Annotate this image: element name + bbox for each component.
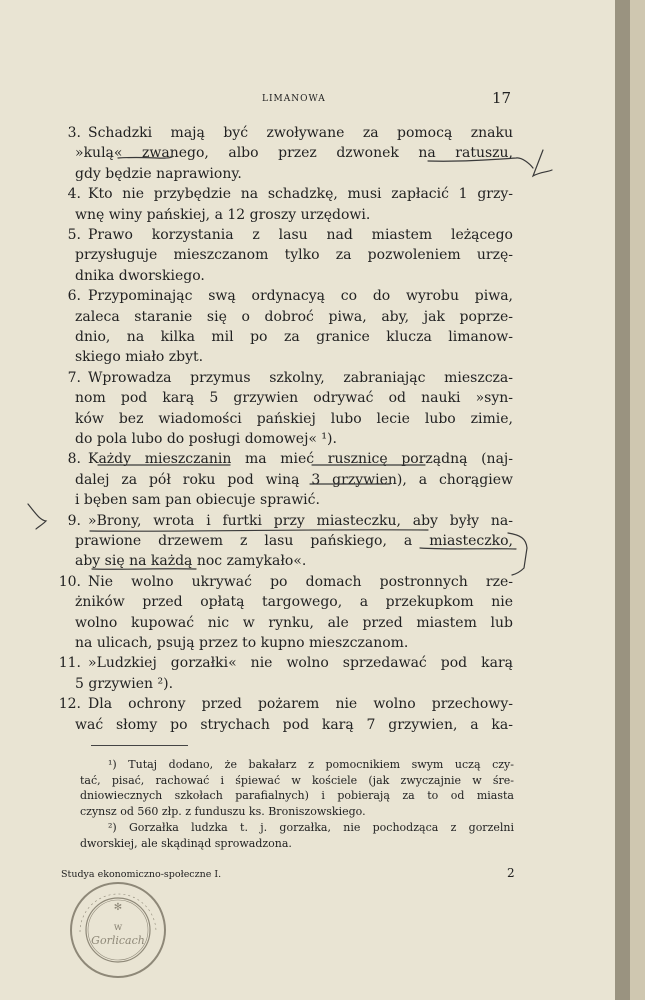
item-text-line: »kulą« zwanego, albo przez dzwonek na ratuszu,	[75, 145, 513, 162]
item-number: 5.	[67, 227, 81, 243]
margin-bracket	[508, 533, 527, 575]
item-text-line: przysługuje mieszczanom tylko za pozwoleniem urzę-	[75, 247, 513, 264]
margin-hook-mark	[28, 504, 46, 529]
item-text-line: wnę winy pańskiej, a 12 groszy urzędowi.	[75, 206, 371, 223]
footnote-line: ¹) Tutaj dodano, że bakałarz z pomocnikiem swym uczą czy-	[108, 758, 514, 771]
item-text-line: Prawo korzystania z lasu nad miastem leżącego	[88, 227, 513, 243]
item-text-line: Dla ochrony przed pożarem nie wolno przechowy-	[88, 696, 513, 713]
item-text-line: i bęben sam pan obiecuje sprawić.	[75, 492, 320, 509]
svg-text:w: w	[113, 922, 123, 933]
item-text-line: aby się na każdą noc zamykało«.	[75, 553, 307, 570]
item-number: 8.	[67, 451, 81, 468]
item-number: 12.	[58, 696, 81, 713]
margin-check-mark	[533, 150, 552, 176]
item-number: 10.	[58, 573, 81, 590]
underline-aby-sie	[92, 569, 196, 570]
item-text-line: dalej za pół roku pod winą 3 grzywien), a chorągiew	[75, 471, 513, 488]
running-header-title: LIMANOWA	[262, 94, 326, 104]
item-text-line: Przypominając swą ordynacyą co do wyrobu piwa,	[88, 288, 513, 305]
underline-ratusz	[428, 158, 533, 168]
item-text-line: Wprowadza przymus szkolny, zabraniając mieszcza-	[88, 369, 513, 386]
item-number: 3.	[67, 125, 81, 141]
underline-brony	[90, 530, 428, 531]
item-text-line: 5 grzywien ²).	[75, 675, 174, 692]
item-text-line: na ulicach, psują przez to kupno mieszczanom.	[75, 634, 409, 651]
footnote-line: tać, pisać, rachować i śpiewać w kościele (jak zwyczajnie w śre-	[80, 773, 514, 787]
item-number: 9.	[67, 512, 81, 529]
item-text-line: nom pod karą 5 grzywien odrywać od nauki »syn-	[75, 390, 513, 407]
svg-text:Gorlicach: Gorlicach	[91, 934, 145, 947]
underline-miasteczko	[420, 548, 516, 549]
item-text-line: wać słomy po strychach pod karą 7 grzywien, a ka-	[75, 716, 513, 733]
item-text-line: żników przed opłatą targowego, a przekupkom nie	[75, 594, 513, 611]
item-text-line: Nie wolno ukrywać po domach postronnych rze-	[88, 573, 513, 590]
item-number: 6.	[67, 288, 81, 305]
sheet-signature: 2	[507, 866, 515, 880]
svg-text:✻: ✻	[113, 902, 123, 913]
footnote-line: dniowiecznych szkołach parafialnych) i pobierają za to od miasta	[80, 789, 514, 803]
item-text-line: zaleca staranie się o dobroć piwa, aby, jak poprze-	[75, 308, 513, 325]
underline-kula	[118, 157, 172, 158]
footnote-line: czynsz od 560 złp. z funduszu ks. Broniszowskiego.	[80, 804, 366, 818]
item-text-line: Schadzki mają być zwoływane za pomocą znaku	[88, 125, 513, 141]
item-text-line: »Ludzkiej gorzałki« nie wolno sprzedawać pod karą	[88, 655, 513, 672]
item-number: 11.	[58, 655, 81, 672]
item-text-line: »Brony, wrota i furtki przy miasteczku, aby były na-	[88, 512, 513, 529]
item-text-line: wolno kupować nic w rynku, ale przed miastem lub	[75, 614, 513, 631]
item-text-line: gdy będzie naprawiony.	[75, 165, 242, 182]
item-number: 7.	[67, 369, 81, 386]
item-text-line: dnio, na kilka mil po za granice klucza limanow-	[75, 328, 513, 345]
series-title: Studya ekonomiczno-społeczne I.	[61, 869, 222, 880]
item-text-line: Każdy mieszczanin ma mieć rusznicę porządną (naj-	[88, 451, 513, 468]
item-text-line: dnika dworskiego.	[75, 267, 205, 284]
item-text-line: ków bez wiadomości pańskiej lubo lecie lubo zimie,	[75, 410, 513, 427]
footnote-line: dworskiej, ale skądinąd sprowadzona.	[80, 836, 292, 850]
item-text-line: do pola lubo do posługi domowej« ¹).	[75, 430, 337, 447]
item-text-line: skiego miało zbyt.	[75, 349, 204, 366]
item-text-line: prawione drzewem z lasu pańskiego, a miasteczko,	[75, 532, 513, 549]
item-text-line: Kto nie przybędzie na schadzkę, musi zapłacić 1 grzy-	[88, 186, 513, 203]
page-number: 17	[492, 89, 512, 107]
item-number: 4.	[67, 186, 81, 203]
footnote-line: ²) Gorzałka ludzka t. j. gorzałka, nie pochodząca z gorzelni	[108, 821, 514, 835]
